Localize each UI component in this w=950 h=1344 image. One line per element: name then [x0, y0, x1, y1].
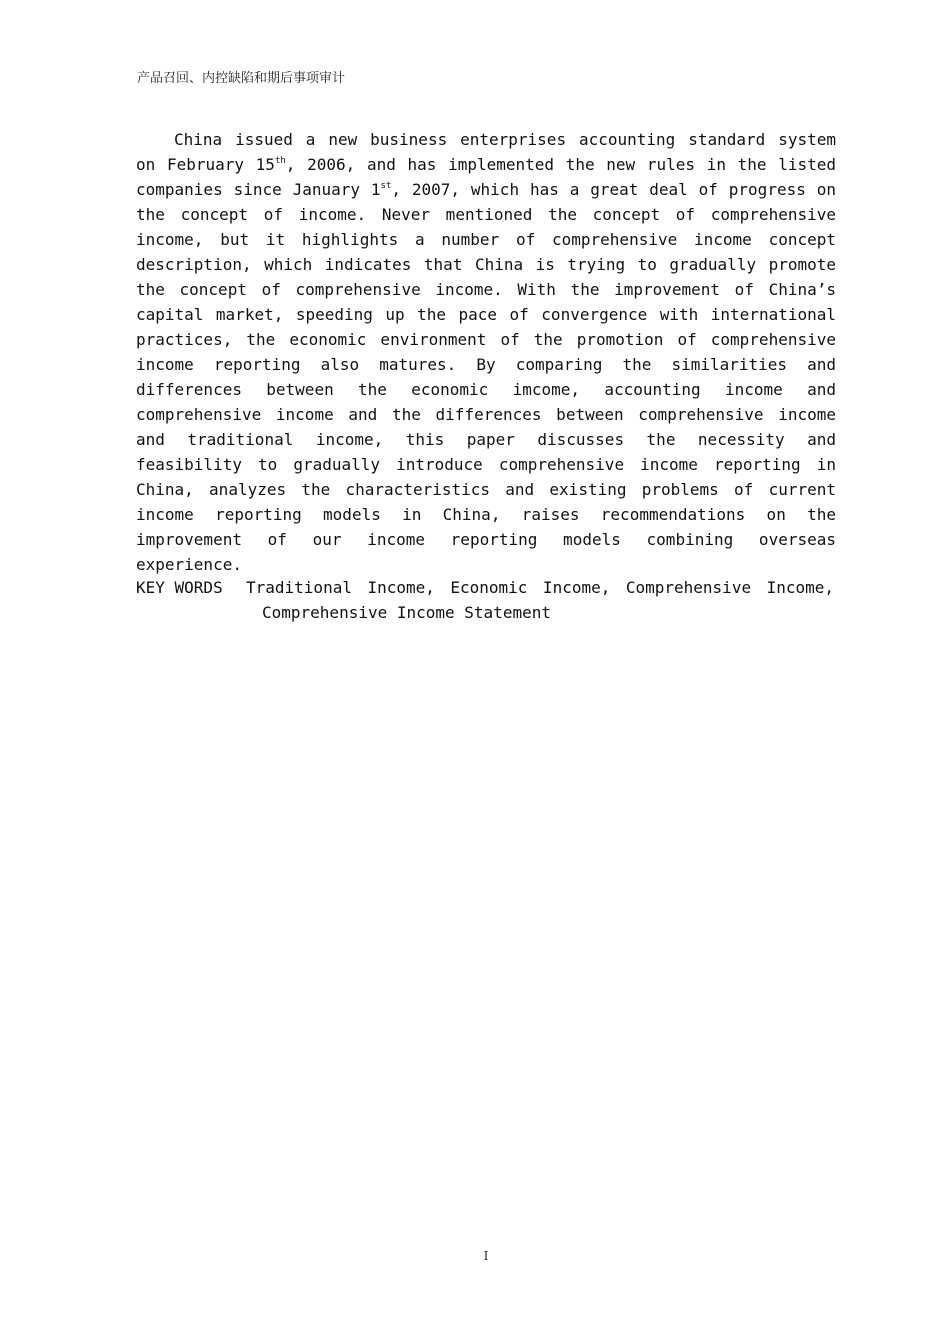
- keywords-list-line-2: Comprehensive Income Statement: [262, 603, 551, 622]
- abstract-text-part-2: , 2006, and has implemented the new rules in the listed companies since January 1: [136, 155, 837, 199]
- keywords-list-line-1: Traditional Income, Economic Income, Comprehensive Income,: [246, 578, 834, 597]
- ordinal-suffix-st: st: [380, 181, 392, 191]
- ordinal-suffix-th: th: [274, 156, 286, 166]
- abstract-text-part-3: , 2007, which has a great deal of progress on the concept of income. Never mentioned the concept of comprehensive income, but it highlights a number of comprehensive income concept description, which indicates that China is trying to gradually promote the concept of comprehensive income. With the improvement of China’s capital market, speeding up the pace of convergence with international practices, the economic environment of the promotion of comprehensive income reporting also matures. By comparing the similarities and differences between the economic imcome, accounting income and comprehensive income and the differences between comprehensive income and traditional income, this paper discusses the necessity and feasibility to gradually introduce comprehensive income reporting in China, analyzes the characteristics and existing problems of current income reporting models in China, raises recommendations on the improvement of our income reporting models combining overseas experience.: [136, 180, 836, 574]
- abstract-text-part-1: China issued a new business enterprises accounting standard system on February 15: [136, 130, 836, 174]
- keywords-section: [136, 575, 836, 625]
- running-header: 产品召回、内控缺陷和期后事项审计: [137, 71, 346, 86]
- page-number: I: [483, 1249, 489, 1263]
- abstract-paragraph: [136, 127, 836, 577]
- keywords-label: KEY WORDS: [136, 578, 223, 597]
